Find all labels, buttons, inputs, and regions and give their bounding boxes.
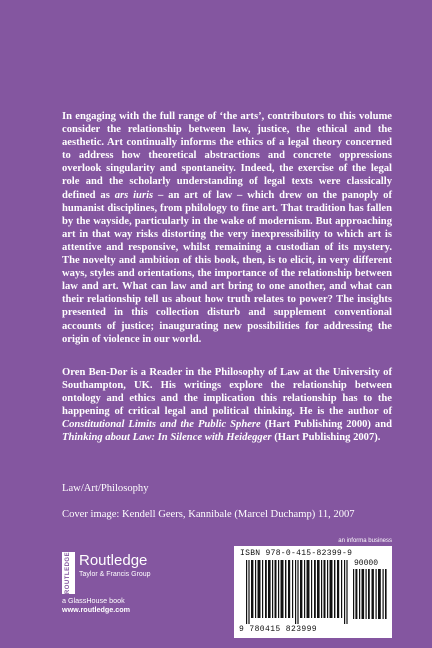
publisher-group: Taylor & Francis Group: [79, 571, 151, 578]
publisher-name: Routledge: [79, 552, 148, 569]
subject-category: Law/Art/Philosophy: [62, 483, 149, 494]
publisher-block: [62, 552, 202, 614]
price-barcode-icon: [353, 569, 387, 619]
price-code-text: 90000: [354, 559, 379, 568]
informa-tagline: an informa business: [338, 538, 392, 544]
barcode-panel: [234, 546, 392, 638]
ean-barcode-icon: [246, 560, 350, 624]
routledge-logo-icon: ROUTLEDGE: [62, 552, 75, 594]
blurb-paragraph: In engaging with the full range of ‘the arts’, contributors to this volume consider the relationship between law, justice, the ethical and the aesthetic. Art continually informs the ethics of a legal theory concerned to address how theoretical abstractions and concrete oppressions overlook singularity and spontaneity. Indeed, the exercise of the legal role and the scholarly understanding of legal texts were classically defined as ars iuris – an art of law – which drew on the panoply of humanist disciplines, from philology to fine art. That tradition has fallen by the wayside, particularly in the wake of modernism. But approaching art in that way risks distorting the very inexpressibility to which art is attentive and responsive, whilst remaining a custodian of its mystery. The novelty and ambition of this book, then, is to elicit, in very different ways, styles and orientations, the importance of the relationship between law and art. What can law and art bring to one another, and what can their relationship tell us about how truth relates to power? The insights presented in this collection disturb and supplement conventional accounts of justice; inaugurating new possibilities for addressing the origin of violence in our world.: [62, 111, 392, 345]
author-bio: Oren Ben-Dor is a Reader in the Philosophy of Law at the University of Southampton, UK. His writings explore the relationship between ontology and ethics and the implication this relationship has to the happening of critical legal and political thinking. He is the author of Constitutional Limits and the Public Sphere (Hart Publishing 2000) and Thinking about Law: In Silence with Heidegger (Hart Publishing 2007).: [62, 367, 392, 444]
cover-credit: Cover image: Kendell Geers, Kannibale (Marcel Duchamp) 11, 2007: [62, 509, 355, 520]
publisher-imprint: a GlassHouse book: [62, 596, 125, 605]
ean-digits-text: 9 780415 823999: [239, 625, 318, 634]
isbn-text: ISBN 978-0-415-82399-9: [240, 549, 353, 558]
publisher-url: www.routledge.com: [62, 605, 131, 614]
